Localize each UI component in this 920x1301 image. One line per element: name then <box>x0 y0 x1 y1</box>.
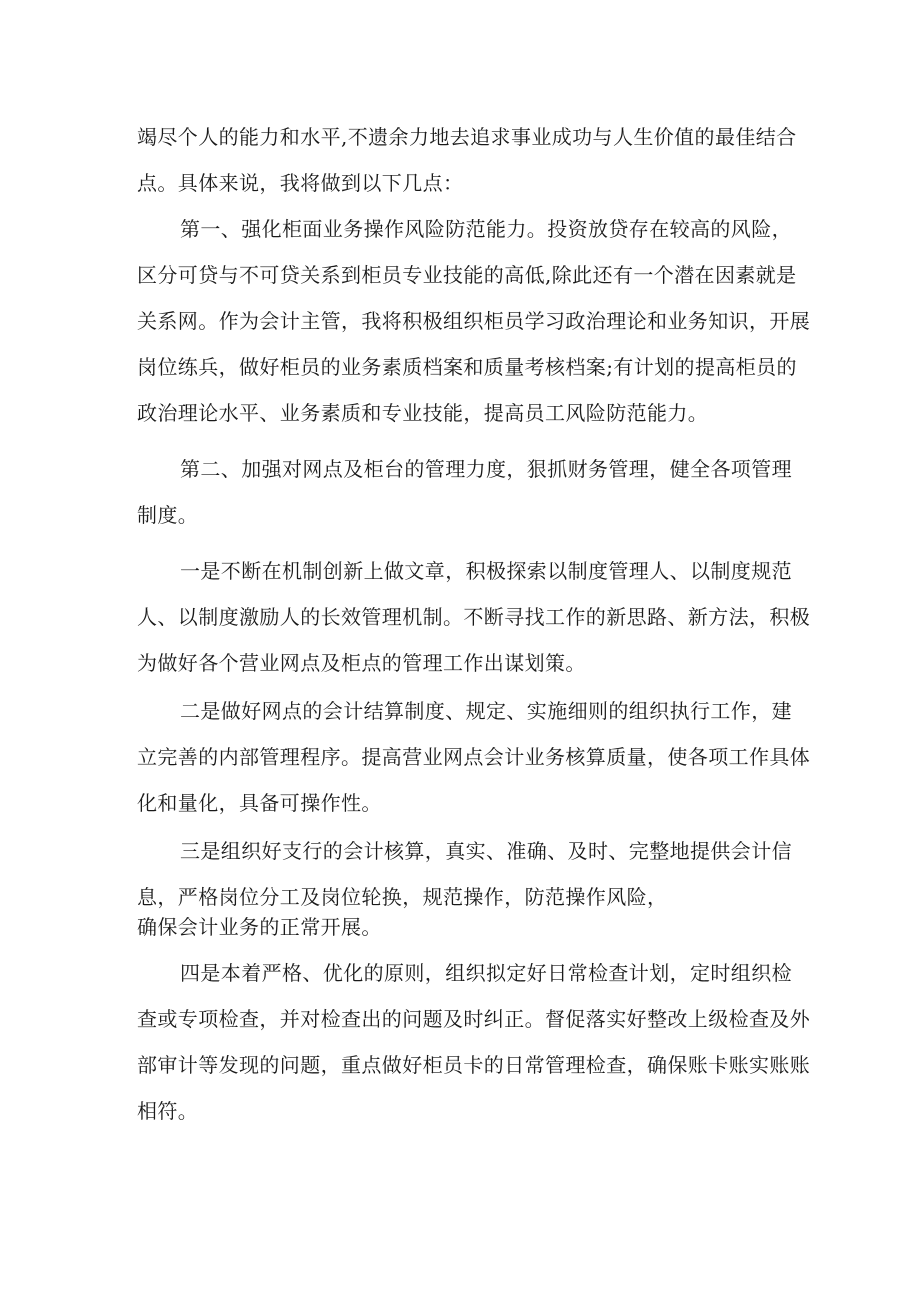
paragraph-first-line: 四是本着严格、优化的原则，组织拟定好日常检查计划，定时组织检 <box>180 961 792 985</box>
paragraph-first-line: 第二、加强对网点及柜台的管理力度，狠抓财务管理，健全各项管理 <box>180 457 792 481</box>
text-line: 息，严格岗位分工及岗位轮换，规范操作，防范操作风险， <box>137 885 668 909</box>
text-line: 制度。 <box>137 503 199 527</box>
text-line: 人、以制度激励人的长效管理机制。不断寻找工作的新思路、新方法，积极 <box>137 605 811 629</box>
text-line: 相符。 <box>137 1099 199 1123</box>
paragraph-first-line: 第一、强化柜面业务操作风险防范能力。投资放贷存在较高的风险， <box>180 217 792 241</box>
text-line: 确保会计业务的正常开展。 <box>137 915 382 939</box>
text-line: 点。具体来说，我将做到以下几点： <box>137 171 464 195</box>
text-line: 岗位练兵，做好柜员的业务素质档案和质量考核档案;有计划的提高柜员的 <box>137 355 797 379</box>
paragraph-first-line: 三是组织好支行的会计核算，真实、准确、及时、完整地提供会计信 <box>180 839 792 863</box>
text-line: 查或专项检查，并对检查出的问题及时纠正。督促落实好整改上级检查及外 <box>137 1007 811 1031</box>
text-line: 为做好各个营业网点及柜点的管理工作出谋划策。 <box>137 651 586 675</box>
text-line: 立完善的内部管理程序。提高营业网点会计业务核算质量，使各项工作具体 <box>137 745 811 769</box>
text-line: 关系网。作为会计主管，我将积极组织柜员学习政治理论和业务知识，开展 <box>137 309 811 333</box>
text-line: 部审计等发现的问题，重点做好柜员卡的日常管理检查，确保账卡账实账账 <box>137 1053 811 1077</box>
text-line: 政治理论水平、业务素质和专业技能，提高员工风险防范能力。 <box>137 401 709 425</box>
text-line: 区分可贷与不可贷关系到柜员专业技能的高低,除此还有一个潜在因素就是 <box>137 263 797 287</box>
text-line: 竭尽个人的能力和水平,不遗余力地去追求事业成功与人生价值的最佳结合 <box>137 125 797 149</box>
paragraph-first-line: 一是不断在机制创新上做文章，积极探索以制度管理人、以制度规范 <box>180 559 792 583</box>
text-line: 化和量化，具备可操作性。 <box>137 791 382 815</box>
paragraph-first-line: 二是做好网点的会计结算制度、规定、实施细则的组织执行工作，建 <box>180 699 792 723</box>
